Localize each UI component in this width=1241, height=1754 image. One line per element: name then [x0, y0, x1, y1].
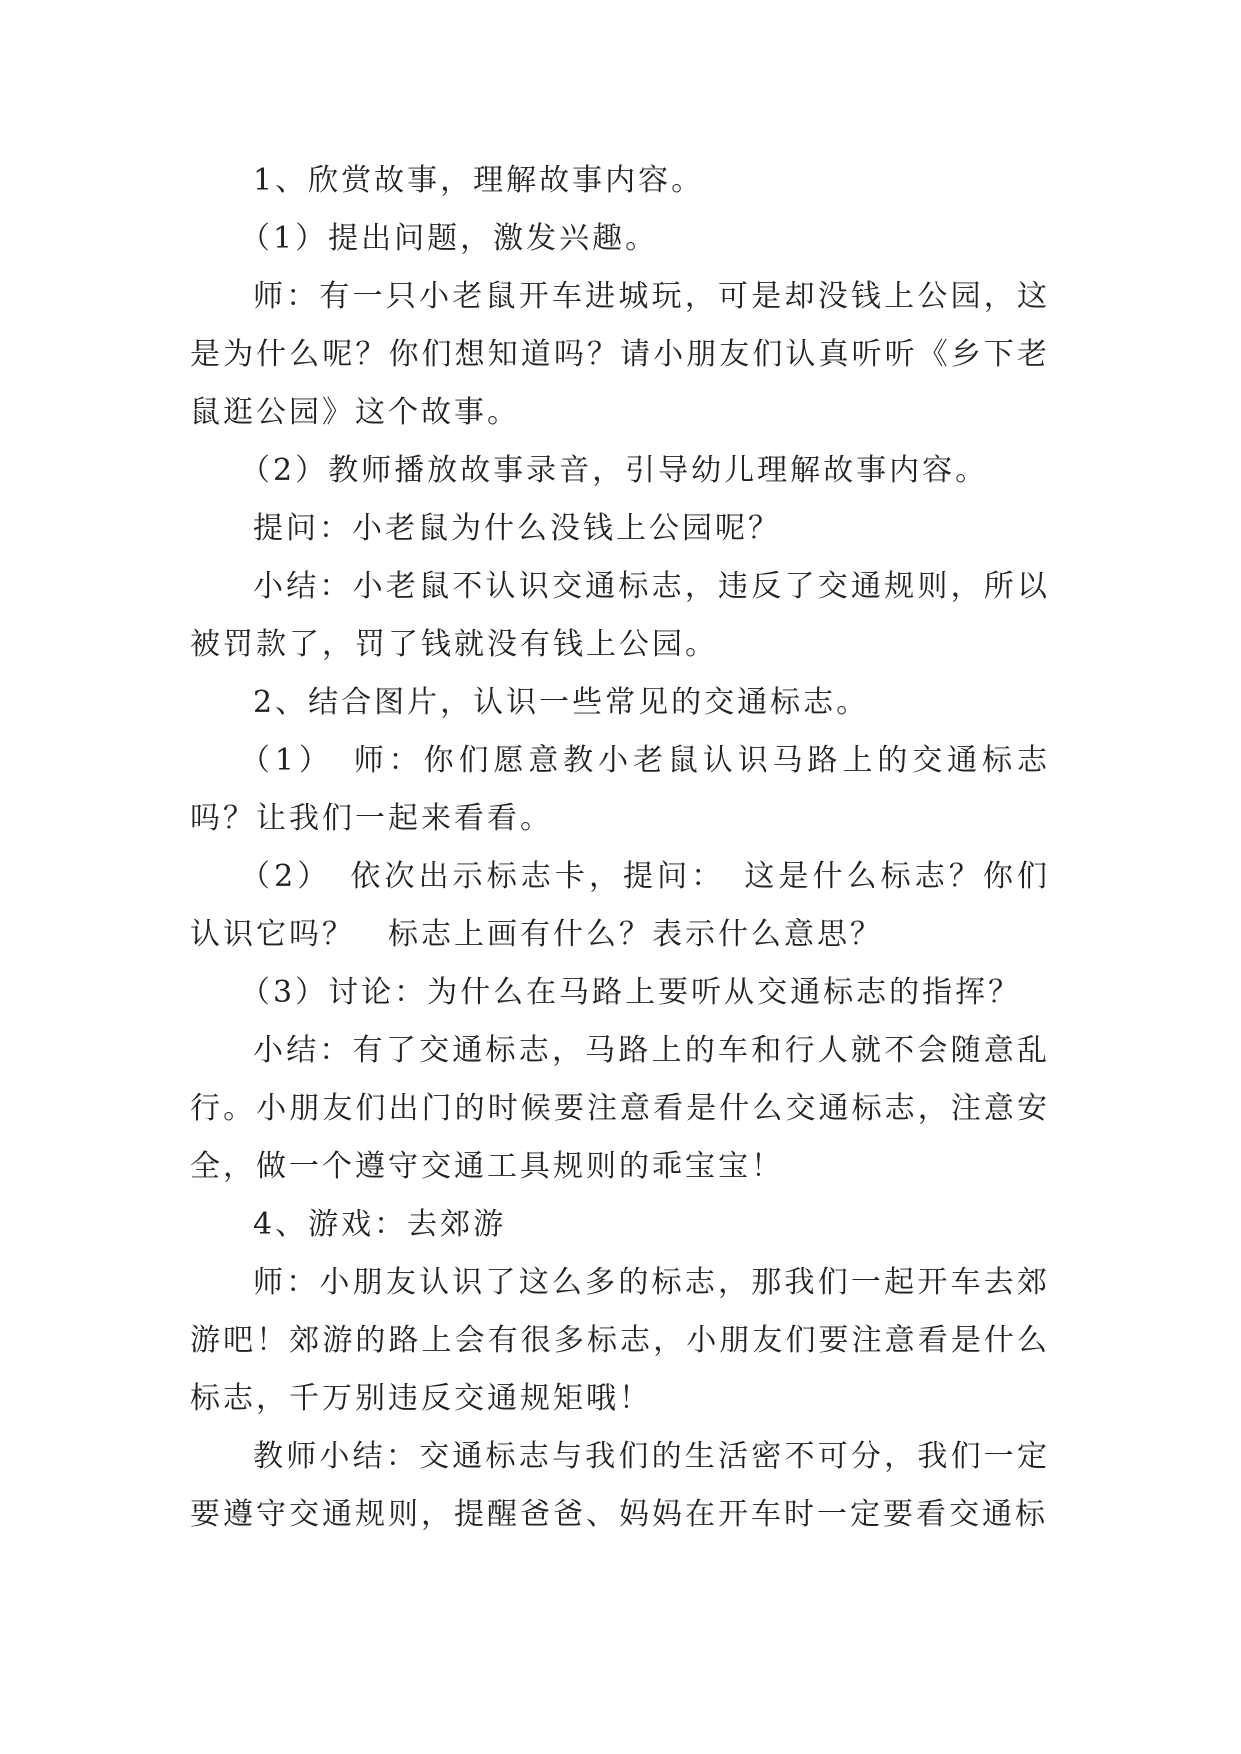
- question-paragraph: 提问：小老鼠为什么没钱上公园呢？: [253, 511, 781, 546]
- step-teacher-question: （1） 师：你们愿意教小老鼠认识马路上的交通标志吗？让我们一起来看看。: [190, 743, 1050, 836]
- step-play-recording: （2）教师播放故事录音，引导幼儿理解故事内容。: [240, 453, 989, 488]
- summary-paragraph-2: 小结：有了交通标志，马路上的车和行人就不会随意乱行。小朋友们出门的时候要注意看是什么交通标志，注意安全，做一个遵守交通工具规则的乖宝宝！: [190, 1033, 1050, 1184]
- step-discussion: （3）讨论：为什么在马路上要听从交通标志的指挥？: [240, 975, 1022, 1010]
- section-heading-appreciate-story: 1、欣赏故事，理解故事内容。: [253, 163, 705, 198]
- step-show-sign-cards: （2） 依次出示标志卡，提问： 这是什么标志？你们认识它吗？ 标志上画有什么？表示什么意思？: [190, 859, 1050, 952]
- step-raise-question: （1）提出问题，激发兴趣。: [240, 221, 659, 256]
- document-page: [190, 152, 1050, 1544]
- section-heading-game: 4、游戏：去郊游: [253, 1207, 507, 1242]
- teacher-summary-paragraph: 教师小结：交通标志与我们的生活密不可分，我们一定要遵守交通规则，提醒爸爸、妈妈在开车时一定要看交通标: [190, 1439, 1050, 1532]
- section-heading-traffic-signs: 2、结合图片，认识一些常见的交通标志。: [253, 685, 870, 720]
- teacher-game-paragraph: 师：小朋友认识了这么多的标志，那我们一起开车去郊游吧！郊游的路上会有很多标志，小朋友们要注意看是什么标志，千万别违反交通规矩哦！: [190, 1265, 1050, 1416]
- summary-paragraph-1: 小结：小老鼠不认识交通标志，违反了交通规则，所以被罚款了，罚了钱就没有钱上公园。: [190, 569, 1050, 662]
- teacher-intro-paragraph: 师：有一只小老鼠开车进城玩，可是却没钱上公园，这是为什么呢？你们想知道吗？请小朋友们认真听听《乡下老鼠逛公园》这个故事。: [190, 279, 1050, 430]
